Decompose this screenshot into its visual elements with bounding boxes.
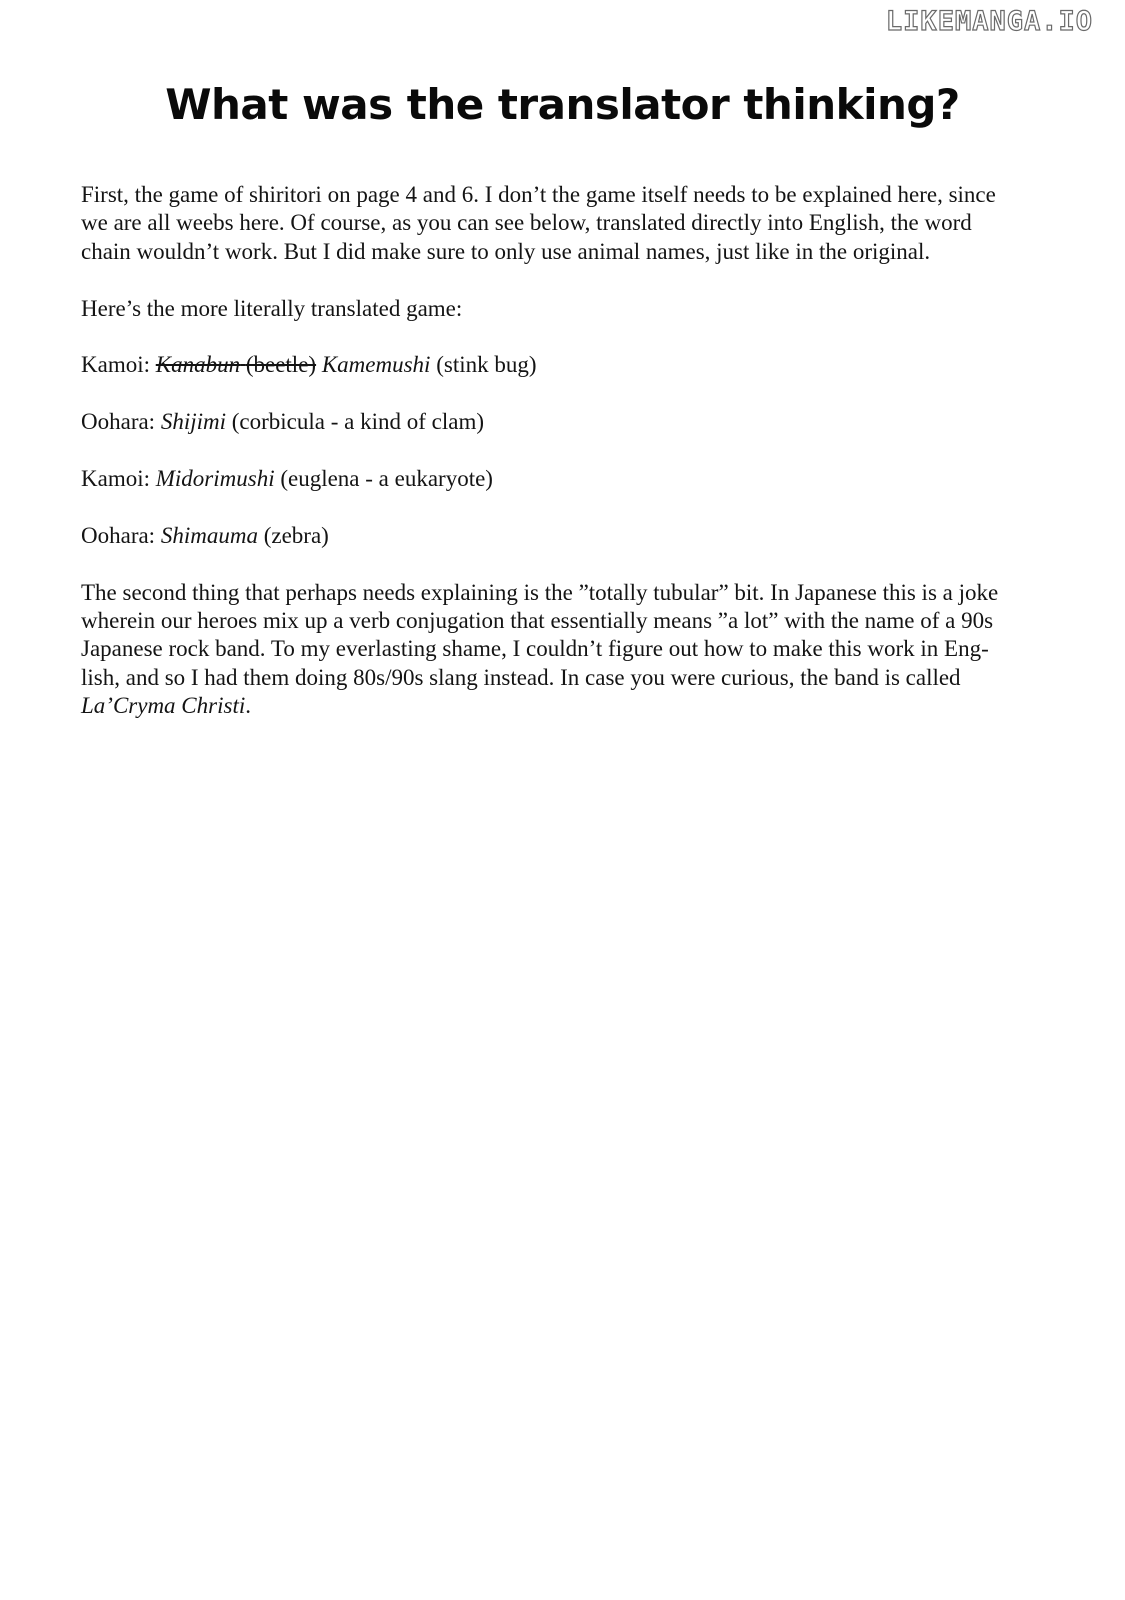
struck-word: Kanabun (beetle) <box>155 352 317 378</box>
closing-line: lish, and so I had them doing 80s/90s slang instead. In case you were curious, the band is called <box>81 664 961 690</box>
animal-word: Shijimi <box>160 409 226 435</box>
game-turn-3 <box>81 465 1041 493</box>
closing-paragraph <box>81 579 1041 721</box>
animal-gloss: (euglena - a eukaryote) <box>280 466 493 491</box>
animal-word: Shimauma <box>160 522 258 548</box>
lead-in-paragraph: Here’s the more literally translated game: <box>81 295 463 321</box>
speaker-name: Oohara: <box>81 409 156 435</box>
animal-gloss: (corbicula - a kind of clam) <box>231 409 484 435</box>
closing-line: Japanese rock band. To my everlasting shame, I couldn’t figure out how to make this work in Eng- <box>81 636 989 662</box>
intro-line: we are all weebs here. Of course, as you can see below, translated directly into English, the word <box>81 210 972 236</box>
intro-paragraph <box>81 181 1041 266</box>
closing-line: The second thing that perhaps needs explaining is the ”totally tubular” bit. In Japanese this is a joke <box>81 579 999 605</box>
game-turn-2 <box>81 408 1041 436</box>
article-body <box>81 181 1041 749</box>
end-punctuation: . <box>245 693 251 719</box>
animal-gloss: (zebra) <box>263 522 329 548</box>
animal-word: Kamemushi <box>321 352 431 378</box>
speaker-name: Oohara: <box>81 522 156 548</box>
speaker-name: Kamoi: <box>81 466 150 491</box>
game-turn-4 <box>81 522 1041 550</box>
site-watermark: LIKEMANGA.IO <box>885 6 1093 37</box>
animal-gloss: (stink bug) <box>436 352 537 378</box>
intro-line: chain wouldn’t work. But I did make sure to only use animal names, just like in the original. <box>81 238 931 264</box>
band-name: La’Cryma Christi <box>81 693 246 719</box>
animal-word: Midorimushi <box>155 466 275 491</box>
page-title: What was the translator thinking? <box>165 80 960 129</box>
intro-line: First, the game of shiritori on page 4 and 6. I don’t the game itself needs to be explained here, since <box>81 182 996 207</box>
speaker-name: Kamoi: <box>81 352 150 378</box>
game-turn-1 <box>81 351 1041 379</box>
closing-line: wherein our heroes mix up a verb conjugation that essentially means ”a lot” with the name of a 90s <box>81 608 994 633</box>
